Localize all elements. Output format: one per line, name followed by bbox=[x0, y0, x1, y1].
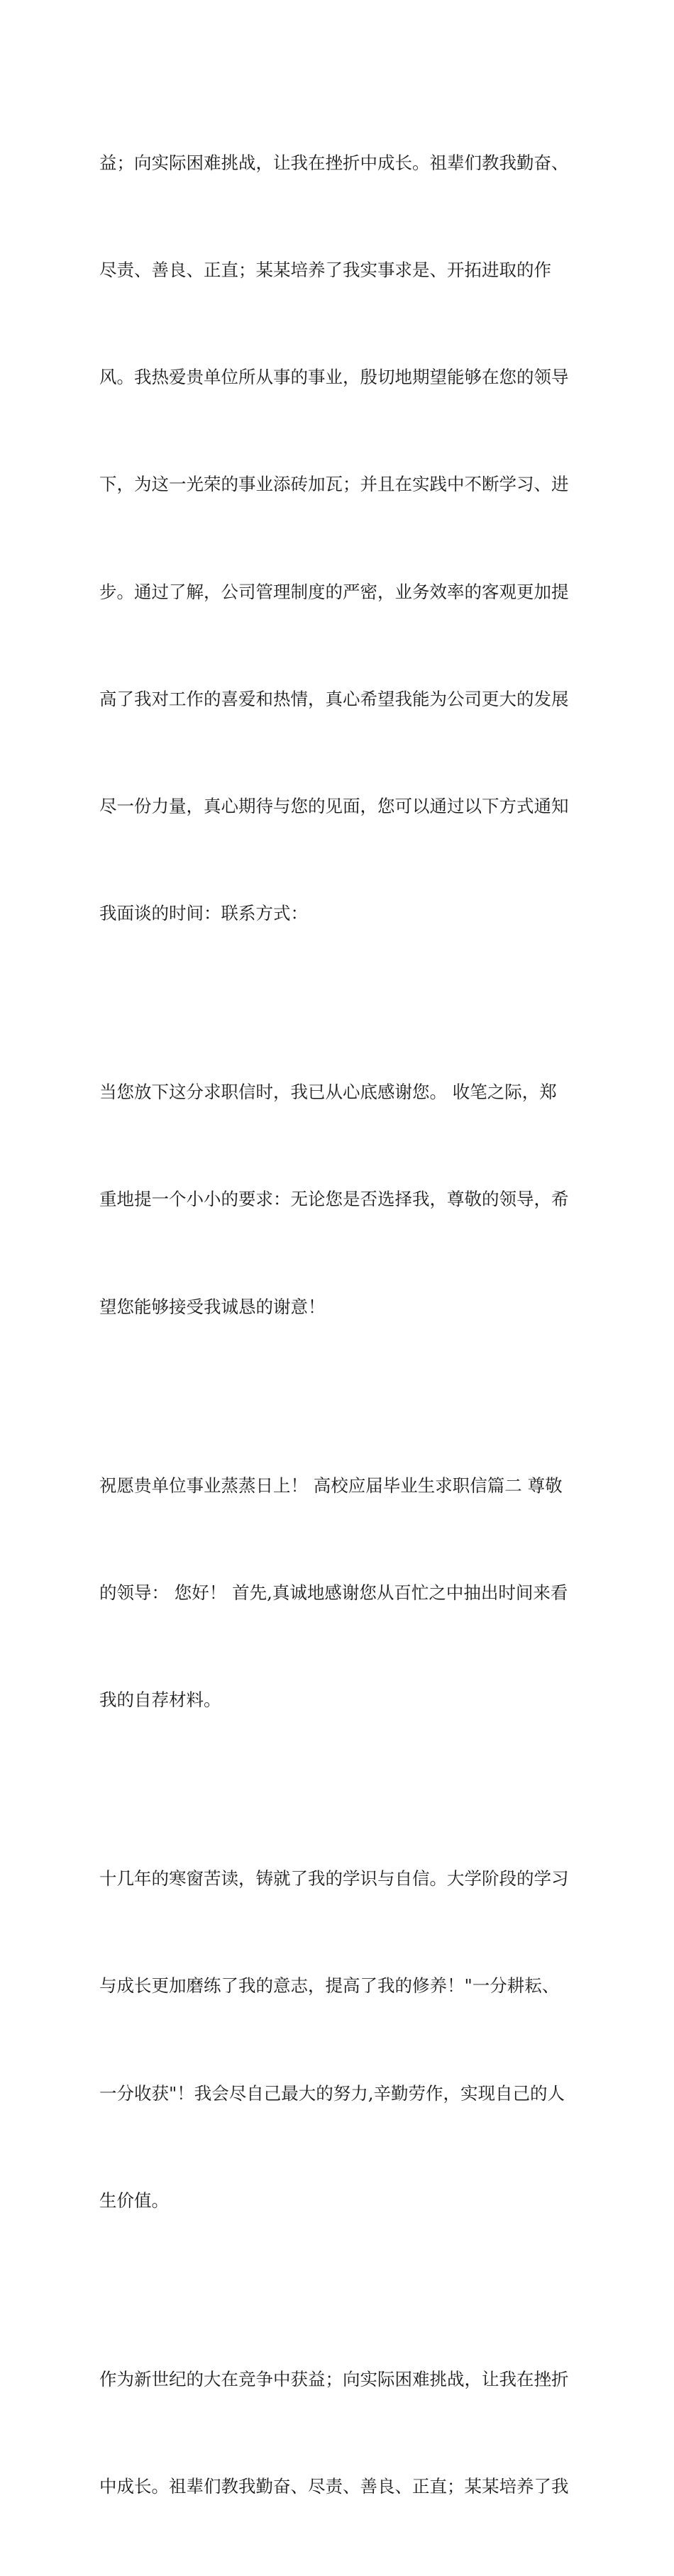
text-line: 祝愿贵单位事业蒸蒸日上！ 高校应届毕业生求职信篇二 尊敬 bbox=[99, 1475, 563, 1496]
text-line: 高了我对工作的喜爱和热情，真心希望我能为公司更大的发展 bbox=[99, 688, 569, 709]
text-line: 重地提一个小小的要求：无论您是否选择我，尊敬的领导，希 bbox=[99, 1189, 569, 1210]
text-line: 作为新世纪的大在竞争中获益；向实际困难挑战，让我在挫折 bbox=[99, 2368, 569, 2389]
text-line: 一分收获"！我会尽自己最大的努力,辛勤劳作，实现自己的人 bbox=[99, 2082, 565, 2104]
paragraph-2 bbox=[99, 1003, 582, 1396]
paragraph-5 bbox=[99, 2290, 582, 2576]
text-line: 生价值。 bbox=[99, 2189, 169, 2211]
text-line: 尽一份力量，真心期待与您的见面，您可以通过以下方式通知 bbox=[99, 796, 569, 817]
paragraph-3 bbox=[99, 1397, 582, 1789]
text-line: 我的自荐材料。 bbox=[99, 1689, 221, 1711]
text-line: 当您放下这分求职信时，我已从心底感谢您。 收笔之际，郑 bbox=[99, 1082, 557, 1103]
paragraph-4 bbox=[99, 1789, 582, 2290]
text-line: 望您能够接受我诚恳的谢意！ bbox=[99, 1296, 326, 1317]
text-line: 下，为这一光荣的事业添砖加瓦；并且在实践中不断学习、进 bbox=[99, 474, 569, 495]
text-line: 风。我热爱贵单位所从事的事业，殷切地期望能够在您的领导 bbox=[99, 367, 569, 388]
text-line: 益；向实际困难挑战，让我在挫折中成长。祖辈们教我勤奋、 bbox=[99, 152, 569, 173]
document-body bbox=[99, 74, 582, 2576]
text-line: 我面谈的时间：联系方式： bbox=[99, 903, 308, 924]
text-line: 中成长。祖辈们教我勤奋、尽责、善良、正直；某某培养了我 bbox=[99, 2475, 569, 2497]
paragraph-1 bbox=[99, 74, 582, 1003]
text-line: 与成长更加磨练了我的意志，提高了我的修养！"一分耕耘、 bbox=[99, 1975, 560, 1997]
text-line: 的领导： 您好！ 首先,真诚地感谢您从百忙之中抽出时间来看 bbox=[99, 1582, 568, 1603]
text-line: 尽责、善良、正直；某某培养了我实事求是、开拓进取的作 bbox=[99, 260, 551, 281]
text-line: 十几年的寒窗苦读，铸就了我的学识与自信。大学阶段的学习 bbox=[99, 1868, 569, 1889]
text-line: 步。通过了解，公司管理制度的严密，业务效率的客观更加提 bbox=[99, 581, 569, 602]
